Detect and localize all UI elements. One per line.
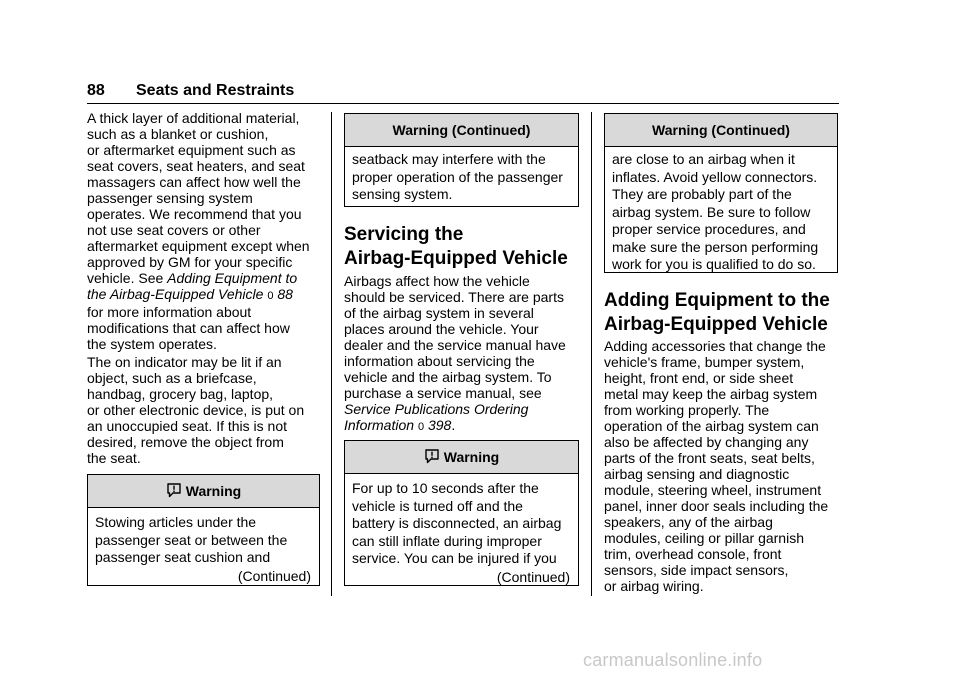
text-line: inflates. Avoid yellow connectors. [612, 168, 818, 185]
text-line: vehicle's frame, bumper system, [604, 354, 805, 370]
text-line: places around the vehicle. Your [344, 321, 539, 337]
text-line: seat covers, seat heaters, and seat [87, 158, 305, 174]
text-line: airbag sensing and diagnostic [604, 466, 790, 482]
heading-line: Servicing the [344, 224, 464, 245]
text-fragment: . [451, 417, 456, 433]
text-line: seatback may interfere with the [352, 151, 546, 167]
warning-body [345, 474, 578, 568]
text-line: parts of the front seats, seat belts, [604, 450, 815, 466]
warning-header: Warning (Continued) [605, 114, 837, 147]
column-divider-2 [591, 112, 592, 596]
warning-box [87, 474, 320, 586]
text-line: A thick layer of additional material, [87, 110, 300, 126]
text-line: passenger sensing system [87, 190, 253, 206]
text-line: The on indicator may be lit if an [87, 354, 282, 370]
warning-continued-box [604, 113, 838, 273]
text-line: modules, ceiling or pillar garnish [604, 530, 804, 546]
text-line: operates. We recommend that you [87, 206, 302, 222]
text-line: of the airbag system in several [344, 305, 534, 321]
text-line: not use seat covers or other [87, 222, 261, 238]
xref-link[interactable]: the Airbag-Equipped Vehicle [87, 286, 264, 302]
heading-line: Airbag-Equipped Vehicle [604, 314, 828, 335]
text-line: proper operation of the passenger [352, 168, 563, 185]
text-line: an unoccupied seat. If this is not [87, 418, 288, 434]
xref-link[interactable]: Adding Equipment to [167, 270, 298, 286]
text-line: Adding accessories that change the [604, 338, 826, 354]
text-line: or aftermarket equipment such as [87, 142, 296, 158]
text-line: the system operates. [87, 336, 217, 352]
text-line: battery is disconnected, an airbag [352, 515, 562, 531]
warning-title: Warning [185, 483, 242, 499]
warning-body [605, 147, 837, 274]
col2-paragraph [344, 273, 566, 435]
text-line: panel, inner door seals including the [604, 498, 829, 514]
warning-header [345, 441, 578, 474]
text-line: operation of the airbag system can [604, 418, 819, 434]
warning-header [88, 475, 319, 508]
xref-page[interactable]: 398 [427, 417, 452, 433]
text-line: sensors, side impact sensors, [604, 562, 789, 578]
text-line: work for you is qualified to do so. [612, 256, 816, 272]
col1-paragraph-1 [87, 110, 310, 352]
text-line: make sure the person performing [612, 238, 819, 255]
heading-line: Adding Equipment to the [604, 290, 830, 311]
xref-link[interactable]: Information [344, 417, 415, 433]
section-title: Seats and Restraints [136, 82, 295, 99]
text-line: vehicle is turned off and the [352, 497, 523, 514]
text-line: For up to 10 seconds after the [352, 480, 539, 496]
text-line: also be affected by changing any [604, 434, 809, 450]
text-line: desired, remove the object from [87, 434, 284, 450]
col3-paragraph [604, 338, 828, 594]
text-line: massagers can affect how well the [87, 174, 301, 190]
text-line: They are probably part of the [612, 186, 792, 202]
text-line: Airbags affect how the vehicle [344, 273, 530, 289]
header-rule [87, 103, 839, 104]
text-line: trim, overhead console, front [604, 546, 782, 562]
text-line: or other electronic device, is put on [87, 402, 305, 418]
xref-page[interactable]: 88 [277, 286, 293, 302]
section-heading-adding-equipment [604, 289, 830, 337]
text-line: from working properly. The [604, 402, 770, 418]
text-line: service. You can be injured if you [352, 550, 557, 566]
text-line: the seat. [87, 450, 141, 466]
text-line: airbag system. Be sure to follow [612, 203, 811, 220]
text-line: passenger seat cushion and [95, 549, 271, 565]
text-line: purchase a service manual, see [344, 385, 542, 401]
col1-paragraph-2 [87, 354, 304, 466]
heading-line: Airbag-Equipped Vehicle [344, 248, 568, 269]
continued-label: (Continued) [237, 567, 311, 584]
text-line: are close to an airbag when it [612, 151, 795, 167]
text-line: information about servicing the [344, 353, 535, 369]
text-line: approved by GM for your specific [87, 254, 293, 270]
text-line: dealer and the service manual have [344, 337, 566, 353]
text-line: for more information about [87, 304, 252, 320]
text-line: or airbag wiring. [604, 578, 704, 594]
text-line: can still inflate during improper [352, 532, 542, 549]
text-line: object, such as a briefcase, [87, 370, 257, 386]
text-line: such as a blanket or cushion, [87, 126, 269, 142]
text-line: sensing system. [352, 186, 453, 202]
warning-icon [424, 448, 440, 464]
text-line: Stowing articles under the [95, 514, 257, 530]
text-line: metal may keep the airbag system [604, 386, 818, 402]
page-number: 88 [87, 82, 105, 99]
continued-label: (Continued) [496, 568, 570, 585]
text-line: vehicle and the airbag system. To [344, 369, 552, 385]
page-ref-icon: 0 [417, 421, 425, 433]
text-fragment: vehicle. See [87, 270, 168, 286]
warning-title: Warning [443, 449, 500, 465]
warning-icon [166, 482, 182, 498]
warning-header: Warning (Continued) [345, 114, 578, 147]
text-line: modifications that can affect how [87, 320, 290, 336]
page-ref-icon: 0 [267, 290, 274, 302]
text-line: speakers, any of the airbag [604, 514, 773, 530]
warning-body [345, 147, 578, 204]
warning-continued-box [344, 113, 579, 207]
warning-box [344, 440, 579, 586]
text-line: module, steering wheel, instrument [604, 482, 822, 498]
warning-body [88, 508, 319, 567]
text-line: should be serviced. There are parts [344, 289, 564, 305]
text-line: aftermarket equipment except when [87, 238, 310, 254]
watermark: carmanualsonline.info [583, 650, 763, 670]
text-line: passenger seat or between the [95, 531, 288, 548]
text-line: handbag, grocery bag, laptop, [87, 386, 274, 402]
section-heading-servicing [344, 223, 568, 271]
text-line: height, front end, or side sheet [604, 370, 794, 386]
text-line: proper service procedures, and [612, 221, 806, 237]
xref-link[interactable]: Service Publications Ordering [344, 401, 529, 417]
column-divider-1 [331, 112, 332, 596]
